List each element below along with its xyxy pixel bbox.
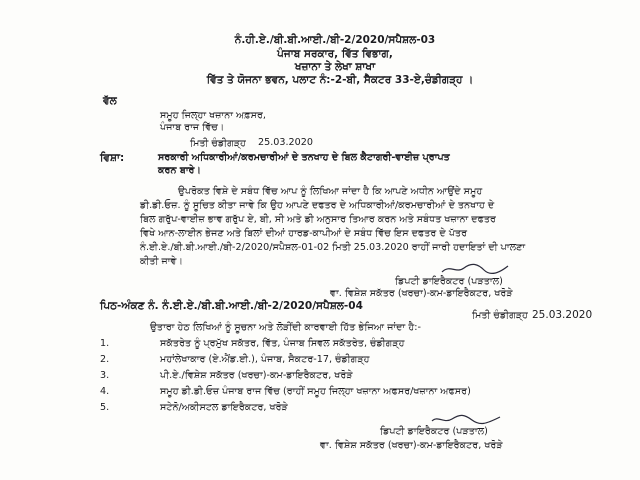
- body-line-1: ਉਪਰੋਕਤ ਵਿਸ਼ੇ ਦੇ ਸਬੰਧ ਵਿੱਚ ਆਪ ਨੂੰ ਲਿਖਿਆ ਜਾਂਦਾ ਹੈ ਕਿ ਆਪਣੇ ਅਧੀਨ ਆਉਂਦੇ ਸਮੂਹ: [178, 186, 483, 197]
- addressee-line-2: ਪੰਜਾਬ ਰਾਜ ਵਿੱਚ।: [160, 122, 225, 133]
- addressee-line-1: ਸਮੂਹ ਜਿਲ੍ਹਾ ਖਜ਼ਾਨਾ ਅਫ਼ਸਰ,: [160, 110, 266, 121]
- header-branch-line: ਖਜ਼ਾਨਾ ਤੇ ਲੇਖਾ ਸ਼ਾਖਾ: [294, 61, 376, 73]
- signature-2-designation: ਡਿਪਟੀ ਡਾਇਰੈਕਟਰ (ਪੜਤਾਲ): [380, 426, 488, 437]
- recipient-text: ਸਕੱਤਰੇਤ ਨੂੰ ਪ੍ਰਮੁੱਖ ਸਕੱਤਰ, ਵਿੱਤ, ਪੰਜਾਬ ਸਿਵਲ ਸਕੱਤਰੇਤ, ਚੰਡੀਗੜ੍ਹ: [160, 338, 405, 349]
- subject-label: ਵਿਸ਼ਾ:: [100, 152, 125, 164]
- recipient-number: 5.: [100, 402, 110, 413]
- signature-1-designation: ਡਿਪਟੀ ਡਾਇਰੈਕਟਰ (ਪੜਤਾਲ): [395, 276, 503, 287]
- recipient-text: ਸਮੂਹ ਡੀ.ਡੀ.ਓਜ਼ ਪੰਜਾਬ ਰਾਜ ਵਿੱਚ (ਰਾਹੀਂ ਸਮੂਹ ਜਿਲ੍ਹਾ ਖਜ਼ਾਨਾ ਅਫਸਰ/ਖਜ਼ਾਨਾ ਅਫਸਰ): [160, 386, 471, 397]
- body-line-6: ਕੀਤੀ ਜਾਵੇ।: [140, 256, 183, 267]
- recipient-number: 1.: [100, 338, 110, 349]
- recipient-number: 3.: [100, 370, 110, 381]
- body-line-4: ਵਿਖੇ ਆਨ-ਲਾਈਨ ਭੇਜਣ ਅਤੇ ਬਿਲਾਂ ਦੀਆਂ ਹਾਰਡ-ਕਾਪੀਆਂ ਦੇ ਸਬੰਧ ਵਿੱਚ ਇਸ ਦਫਤਰ ਦੇ ਪੱਤਰ: [140, 228, 468, 239]
- date-label: ਮਿਤੀ ਚੰਡੀਗੜ੍ਹ: [190, 138, 246, 149]
- recipient-number: 2.: [100, 354, 110, 365]
- date-value: 25.03.2020: [258, 137, 313, 148]
- subject-line-2: ਕਰਨ ਬਾਰੇ।: [158, 165, 201, 176]
- body-line-3: ਬਿਲ ਗਰੁੱਪ-ਵਾਈਜ਼ ਭਾਵ ਗਰੁੱਪ ਏ, ਬੀ, ਸੀ ਅਤੇ ਡੀ ਅਨੁਸਾਰ ਤਿਆਰ ਕਰਨ ਅਤੇ ਸਬੰਧਤ ਖਜ਼ਾਨਾ ਦਫਤਰ: [140, 214, 496, 225]
- endorsement-date-label: ਮਿਤੀ ਚੰਡੀਗੜ੍ਹ: [472, 310, 528, 321]
- signature-2-office: ਵਾ. ਵਿਸ਼ੇਸ਼ ਸਕੱਤਰ (ਖਰਚਾ)-ਕਮ-ਡਾਇਰੈਕਟਰ, ਖਰੋੜੇ: [320, 440, 503, 451]
- body-line-5: ਨੰ.ਈ.ਏ./ਬੀ.ਬੀ.ਆਈ./ਬੀ-2/2020/ਸਪੈਸ਼ਲ-01-02 ਮਿਤੀ 25.03.2020 ਰਾਹੀਂ ਜਾਰੀ ਹਦਾਇਤਾਂ ਦੀ ਪਾਲਣਾ: [140, 242, 526, 253]
- body-line-2: ਡੀ.ਡੀ.ਓਜ਼. ਨੂੰ ਸੂਚਿਤ ਕੀਤਾ ਜਾਵੇ ਕਿ ਉਹ ਆਪਣੇ ਦਫਤਰ ਦੇ ਅਧਿਕਾਰੀਆਂ/ਕਰਮਚਾਰੀਆਂ ਦੇ ਤਨਖਾਹ ਦੇ: [140, 200, 495, 211]
- endorsement-intro: ਉਤਾਰਾ ਹੇਠ ਲਿਖਿਆਂ ਨੂੰ ਸੂਚਨਾ ਅਤੇ ਲੋੜੀਂਦੀ ਕਾਰਵਾਈ ਹਿੱਤ ਭੇਜਿਆ ਜਾਂਦਾ ਹੈ:-: [150, 322, 421, 333]
- signature-scribble-1: [440, 262, 510, 276]
- reference-number: ਨੰ.ਹੀ.ਏ./ਬੀ.ਬੀ.ਆਈ./ਬੀ-2/2020/ਸਪੈਸ਼ਲ-03: [234, 34, 436, 46]
- recipient-text: ਮਹਾਂਲੇਖਾਕਾਰ (ਏ.ਐਂਡ.ਈ.), ਪੰਜਾਬ, ਸੈਕਟਰ-17, ਚੰਡੀਗੜ੍ਹ: [160, 354, 370, 365]
- subject-line-1: ਸਰਕਾਰੀ ਅਧਿਕਾਰੀਆਂ/ਕਰਮਚਾਰੀਆਂ ਦੇ ਤਨਖਾਹ ਦੇ ਬਿਲ ਕੈਟਾਗਰੀ-ਵਾਈਜ਼ ਪ੍ਰਾਪਤ: [158, 152, 450, 163]
- recipient-number: 4.: [100, 386, 110, 397]
- recipient-text: ਸਟੇਨੋ/ਅਕੀਸਟਲ ਡਾਇਰੈਕਟਰ, ਖਰੋੜੇ: [160, 402, 288, 413]
- endorsement-date-value: 25.03.2020: [532, 309, 593, 321]
- signature-scribble-2: [430, 412, 502, 426]
- signature-1-office: ਵਾ. ਵਿਸ਼ੇਸ਼ ਸਕੱਤਰ (ਖਰਚਾ)-ਕਮ-ਡਾਇਰੈਕਟਰ, ਖਰੋੜੇ: [330, 288, 513, 299]
- recipient-text: ਪੀ.ਏ./ਵਿਸ਼ੇਸ਼ ਸਕੱਤਰ (ਖਰਚਾ)-ਕਮ-ਡਾਇਰੈਕਟਰ, ਖਰੋੜੇ: [160, 370, 353, 381]
- header-address-line: ਵਿੱਤ ਤੇ ਯੋਜਨਾ ਭਵਨ, ਪਲਾਟ ਨੰ:-2-ਬੀ, ਸੈਕਟਰ 33-ਏ,ਚੰਡੀਗੜ੍ਹ ।: [206, 74, 474, 86]
- salutation: ਵੱਲ: [103, 95, 117, 107]
- header-government-line: ਪੰਜਾਬ ਸਰਕਾਰ, ਵਿੱਤ ਵਿਭਾਗ,: [277, 48, 393, 60]
- endorsement-reference: ਪਿਠ-ਅੰਕਣ ਨੰ. ਨੰ.ਈ.ਏ./ਬੀ.ਬੀ.ਆਈ./ਬੀ-2/2020/ਸਪੈਸ਼ਲ-04: [100, 300, 363, 312]
